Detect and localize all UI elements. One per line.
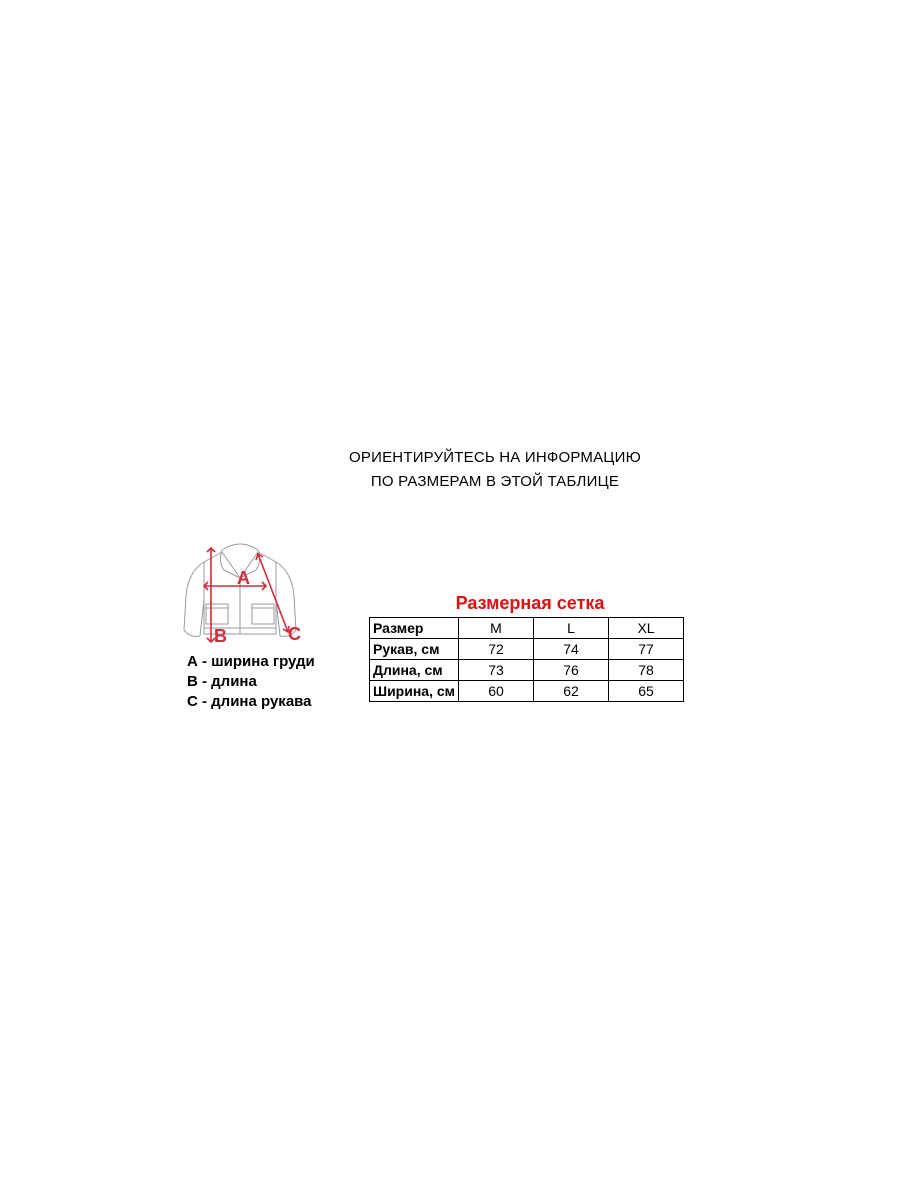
table-cell: 60: [459, 681, 534, 702]
legend-item-c: С - длина рукава: [187, 693, 312, 710]
table-cell: 73: [459, 660, 534, 681]
legend-item-b: В - длина: [187, 673, 257, 690]
marker-b: B: [214, 626, 227, 646]
table-cell: 77: [609, 639, 684, 660]
heading-line-1: ОРИЕНТИРУЙТЕСЬ НА ИНФОРМАЦИЮ: [349, 449, 641, 466]
table-header-row: [370, 618, 684, 639]
header-cell: Размер: [370, 618, 459, 639]
table-row: [370, 639, 684, 660]
table-cell: 62: [534, 681, 609, 702]
diagram-legend: [187, 652, 315, 712]
size-table: [369, 617, 684, 702]
row-label: Ширина, см: [370, 681, 459, 702]
size-table-title: Размерная сетка: [455, 593, 605, 613]
header-cell: M: [459, 618, 534, 639]
legend-item-a: А - ширина груди: [187, 653, 315, 670]
table-cell: 74: [534, 639, 609, 660]
table-cell: 78: [609, 660, 684, 681]
table-cell: 72: [459, 639, 534, 660]
table-cell: 76: [534, 660, 609, 681]
header-cell: XL: [609, 618, 684, 639]
header-cell: L: [534, 618, 609, 639]
marker-c: C: [288, 624, 301, 644]
table-row: [370, 681, 684, 702]
table-row: [370, 660, 684, 681]
marker-a: A: [237, 568, 250, 588]
jacket-diagram: [170, 538, 310, 650]
sleeve-length-line: [258, 554, 288, 632]
table-cell: 65: [609, 681, 684, 702]
heading-line-2: ПО РАЗМЕРАМ В ЭТОЙ ТАБЛИЦЕ: [370, 473, 620, 490]
row-label: Длина, см: [370, 660, 459, 681]
row-label: Рукав, см: [370, 639, 459, 660]
